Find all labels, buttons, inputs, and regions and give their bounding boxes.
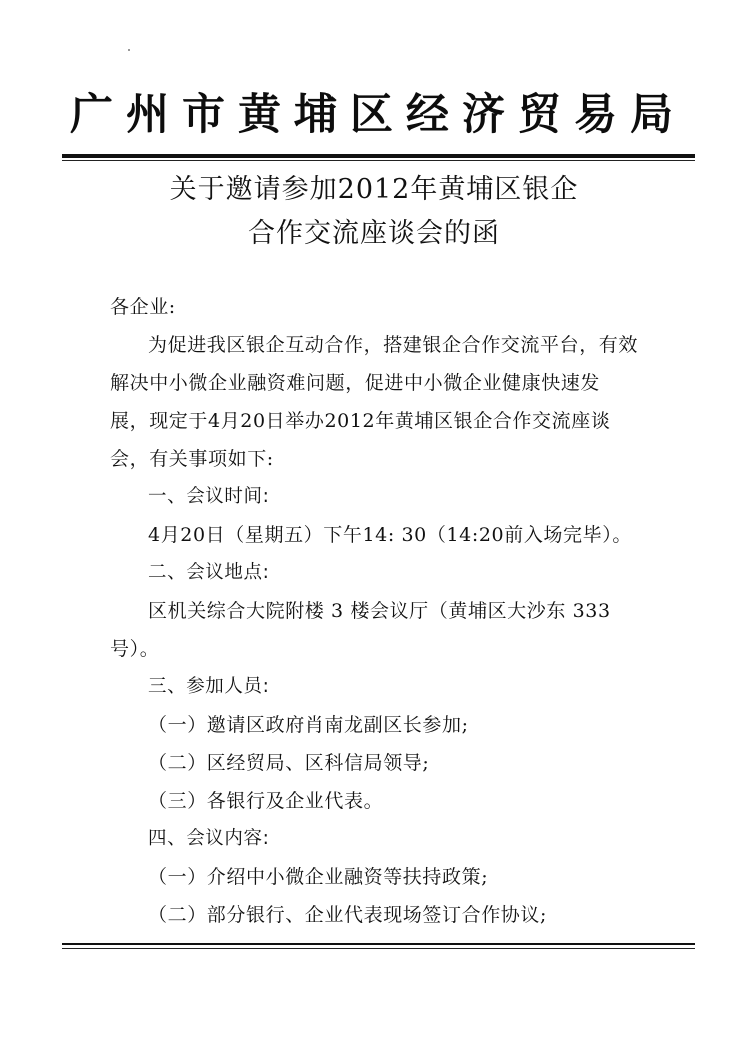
footer-rule-thin <box>62 948 695 949</box>
org-letterhead: 广州市黄埔区经济贸易局 <box>70 90 686 140</box>
header-rule-thin <box>62 160 695 161</box>
section-time-text: 4月20日（星期五）下午14: 30（14:20前入场完毕）。 <box>148 524 632 546</box>
salutation: 各企业: <box>110 296 176 318</box>
section-place-heading: 二、会议地点: <box>148 562 270 583</box>
footer-rule-thick <box>62 943 695 945</box>
section-people-heading: 三、参加人员: <box>148 676 270 697</box>
section-content-heading: 四、会议内容: <box>148 828 270 849</box>
people-item-2: （二）区经贸局、区科信局领导; <box>148 752 430 774</box>
title-line-2: 合作交流座谈会的函 <box>248 218 500 249</box>
section-place-text: 区机关综合大院附楼 3 楼会议厅（黄埔区大沙东 333号）。 <box>110 600 611 660</box>
people-item-3: （三）各银行及企业代表。 <box>148 790 384 812</box>
title-line-1: 关于邀请参加2012年黄埔区银企 <box>169 174 579 205</box>
document-title <box>80 168 668 256</box>
content-item-1: （一）介绍中小微企业融资等扶持政策; <box>148 866 489 888</box>
scan-speck <box>128 49 130 51</box>
letter-body <box>110 288 638 934</box>
people-item-1: （一）邀请区政府肖南龙副区长参加; <box>148 714 469 736</box>
header-rule-thick <box>62 154 695 158</box>
intro-paragraph: 为促进我区银企互动合作，搭建银企合作交流平台，有效解决中小微企业融资难问题，促进中小微企业健康快速发展，现定于4月20日举办2012年黄埔区银企合作交流座谈会，有关事项如下: <box>110 334 639 470</box>
content-item-2: （二）部分银行、企业代表现场签订合作协议; <box>148 904 548 926</box>
section-time-heading: 一、会议时间: <box>148 486 270 507</box>
